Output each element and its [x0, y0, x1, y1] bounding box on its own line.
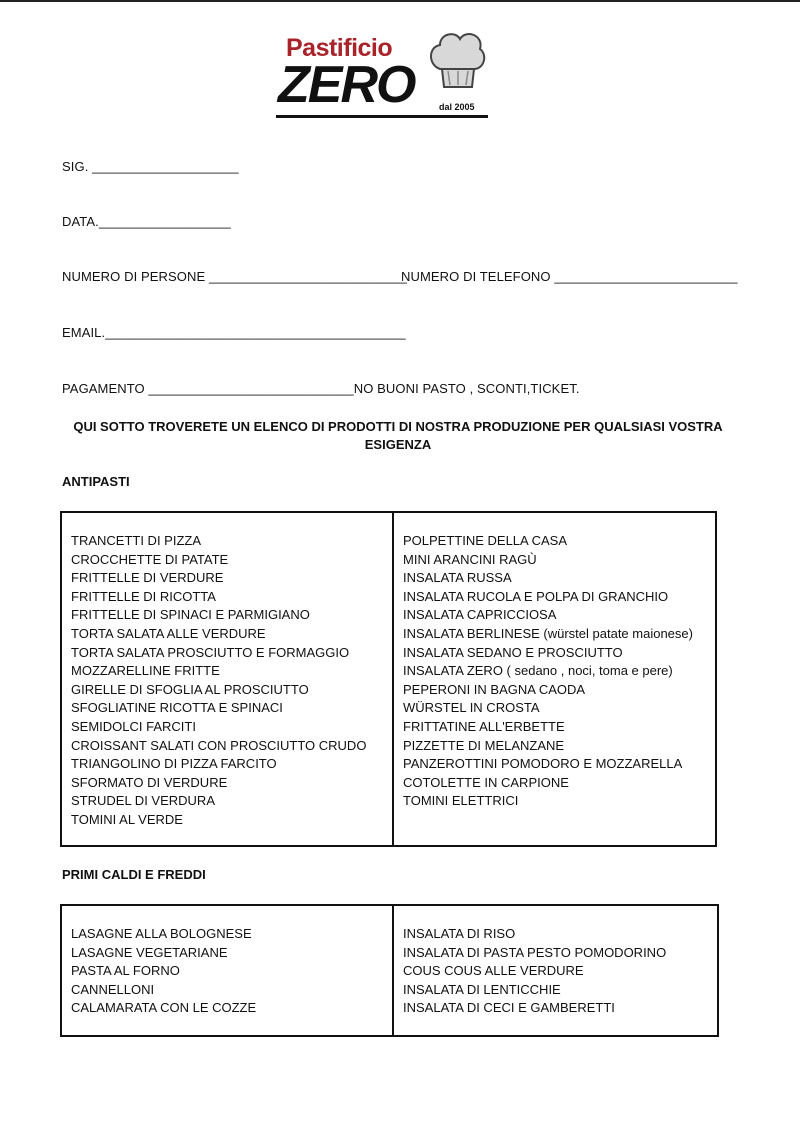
- menu-item: CANNELLONI: [71, 981, 155, 997]
- primi-right-column: [392, 906, 717, 1035]
- menu-item: SFOGLIATINE RICOTTA E SPINACI: [71, 700, 283, 716]
- pastificio-zero-logo: [276, 29, 488, 119]
- menu-item: GIRELLE DI SFOGLIA AL PROSCIUTTO: [71, 681, 309, 697]
- menu-item: PIZZETTE DI MELANZANE: [403, 737, 565, 753]
- phone-field[interactable]: NUMERO DI TELEFONO _________________________: [401, 269, 738, 284]
- payment-field[interactable]: PAGAMENTO ____________________________NO BUONI PASTO , SCONTI,TICKET.: [62, 381, 580, 396]
- menu-item: CROISSANT SALATI CON PROSCIUTTO CRUDO: [71, 737, 367, 753]
- menu-item: TRANCETTI DI PIZZA: [71, 533, 201, 548]
- section-title-primi: PRIMI CALDI E FREDDI: [62, 867, 206, 882]
- primi-left-column: [62, 906, 392, 1035]
- menu-item: PASTA AL FORNO: [71, 963, 180, 979]
- menu-item: WÜRSTEL IN CROSTA: [403, 700, 540, 716]
- sig-field[interactable]: SIG. ____________________: [62, 159, 239, 174]
- menu-item: TORTA SALATA PROSCIUTTO E FORMAGGIO: [71, 644, 350, 660]
- top-border: [0, 0, 800, 2]
- menu-item: PEPERONI IN BAGNA CAODA: [403, 681, 586, 697]
- logo-underline: [276, 115, 488, 118]
- logo-zero-text: ZERO: [278, 56, 415, 114]
- menu-item: TOMINI ELETTRICI: [403, 793, 519, 809]
- menu-item: CALAMARATA CON LE COZZE: [71, 1000, 257, 1016]
- menu-item: COUS COUS ALLE VERDURE: [403, 963, 584, 979]
- menu-item: SFORMATO DI VERDURE: [71, 774, 228, 790]
- menu-item: INSALATA RUSSA: [403, 570, 512, 586]
- primi-table: [60, 904, 719, 1037]
- menu-item: TORTA SALATA ALLE VERDURE: [71, 625, 266, 641]
- intro-heading: QUI SOTTO TROVERETE UN ELENCO DI PRODOTTI DI NOSTRA PRODUZIONE PER QUALSIASI VOSTRA ESIGENZA: [73, 419, 723, 452]
- logo-since-text: dal 2005: [439, 102, 475, 112]
- menu-item: FRITTATINE ALL'ERBETTE: [403, 718, 565, 734]
- menu-item: PANZEROTTINI POMODORO E MOZZARELLA: [403, 756, 683, 772]
- menu-item: CROCCHETTE DI PATATE: [71, 551, 229, 567]
- menu-item: COTOLETTE IN CARPIONE: [403, 774, 569, 790]
- menu-item: FRITTELLE DI SPINACI E PARMIGIANO: [71, 607, 310, 623]
- menu-item: INSALATA DI RISO: [403, 926, 516, 941]
- menu-item: LASAGNE ALLA BOLOGNESE: [71, 926, 252, 941]
- chef-hat-icon: [426, 29, 486, 99]
- email-field[interactable]: EMAIL._________________________________________: [62, 325, 406, 340]
- section-title-antipasti: ANTIPASTI: [62, 474, 130, 489]
- menu-item: INSALATA DI PASTA PESTO POMODORINO: [403, 944, 667, 960]
- menu-item: FRITTELLE DI VERDURE: [71, 570, 224, 586]
- menu-item: SEMIDOLCI FARCITI: [71, 718, 196, 734]
- menu-item: FRITTELLE DI RICOTTA: [71, 588, 216, 604]
- menu-item: TRIANGOLINO DI PIZZA FARCITO: [71, 756, 277, 772]
- menu-item: INSALATA DI CECI E GAMBERETTI: [403, 1000, 615, 1016]
- menu-item: INSALATA BERLINESE (würstel patate maionese): [403, 625, 693, 641]
- antipasti-left-column: [62, 513, 392, 845]
- logo-pastificio-text: Pastificio: [286, 34, 393, 62]
- menu-item: TOMINI AL VERDE: [71, 811, 183, 827]
- menu-item: INSALATA SEDANO E PROSCIUTTO: [403, 644, 623, 660]
- menu-item: INSALATA RUCOLA E POLPA DI GRANCHIO: [403, 588, 669, 604]
- antipasti-table: [60, 511, 717, 847]
- people-count-field[interactable]: NUMERO DI PERSONE ___________________________: [62, 269, 407, 284]
- menu-item: POLPETTINE DELLA CASA: [403, 533, 568, 548]
- menu-item: INSALATA CAPRICCIOSA: [403, 607, 557, 623]
- menu-item: LASAGNE VEGETARIANE: [71, 944, 228, 960]
- menu-item: MOZZARELLINE FRITTE: [71, 663, 220, 679]
- antipasti-right-column: [392, 513, 715, 845]
- menu-item: INSALATA ZERO ( sedano , noci, toma e pere): [403, 663, 673, 679]
- menu-item: STRUDEL DI VERDURA: [71, 793, 215, 809]
- menu-item: INSALATA DI LENTICCHIE: [403, 981, 561, 997]
- date-field[interactable]: DATA.__________________: [62, 214, 231, 229]
- menu-item: MINI ARANCINI RAGÙ: [403, 551, 537, 567]
